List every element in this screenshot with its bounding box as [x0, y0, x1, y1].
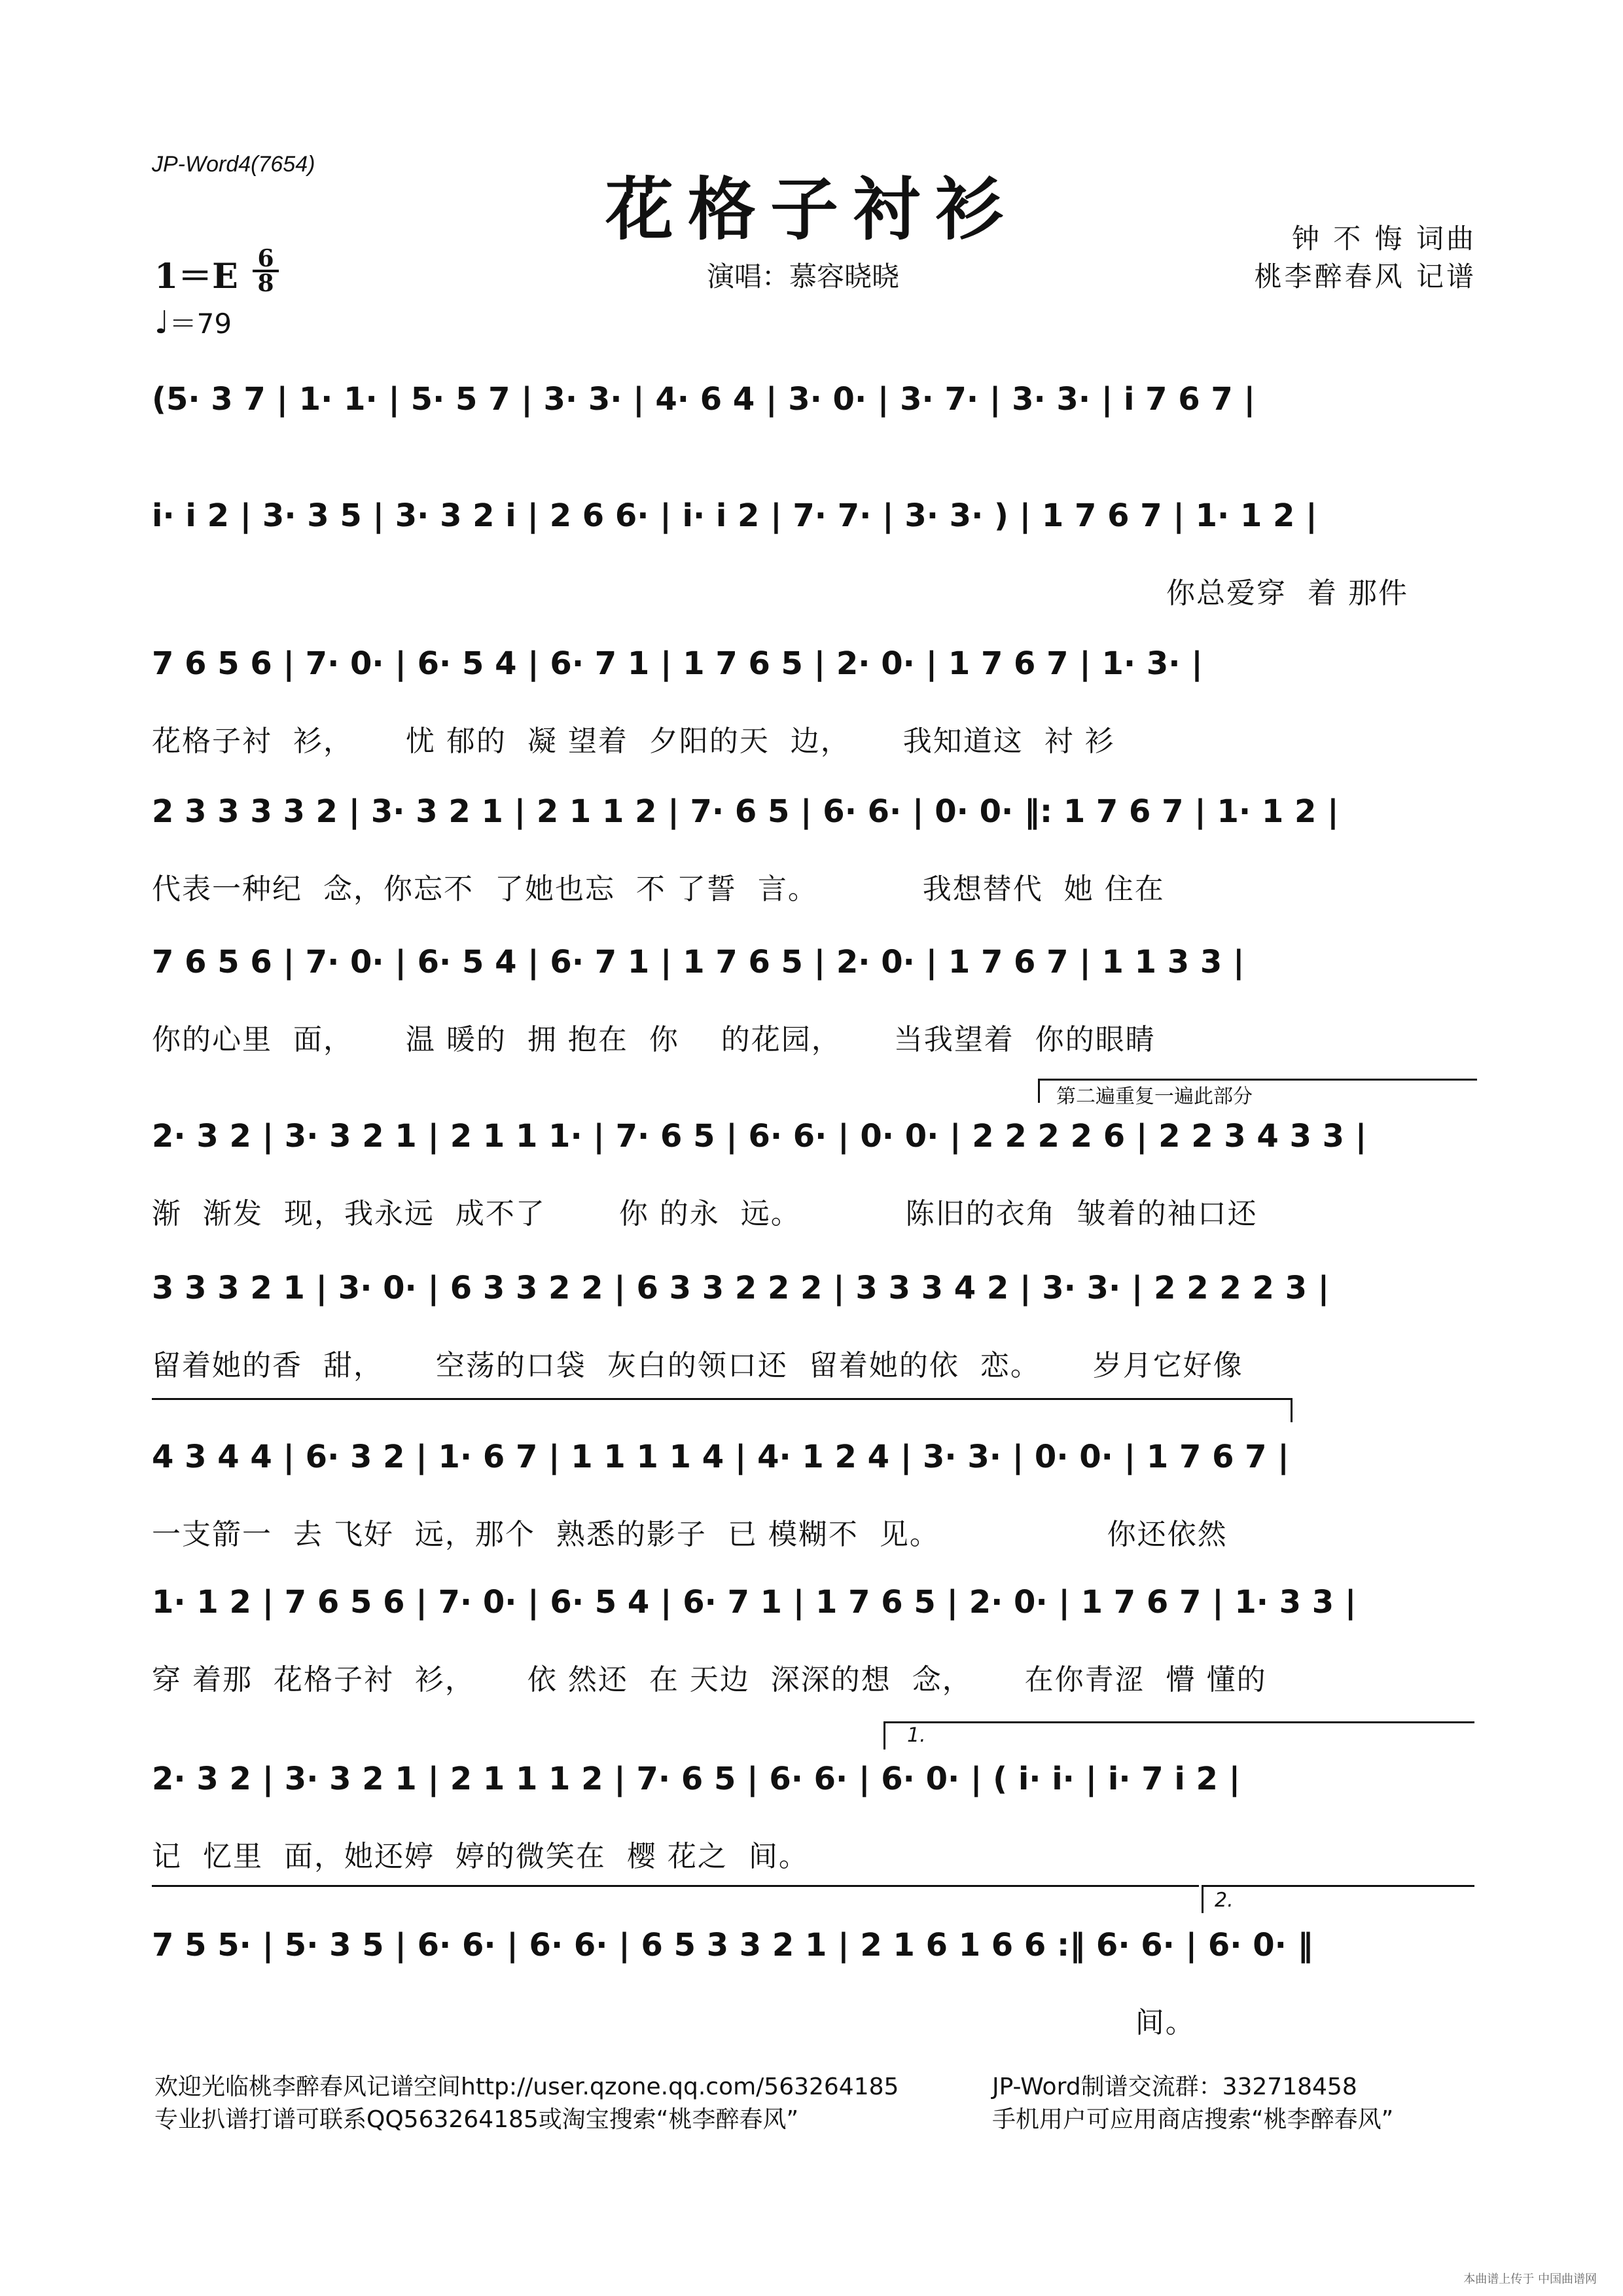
site-watermark: 本曲谱上传于 中国曲谱网 — [1463, 2272, 1597, 2286]
notation-line: 1· 1 2 | 7 6 5 6 | 7· 0· | 6· 5 4 | 6· 7 1 | 1 7 6 5 | 2· 0· | 1 7 6 7 | 1· 3 3 | — [152, 1584, 1357, 1621]
notation-line: 7 6 5 6 | 7· 0· | 6· 5 4 | 6· 7 1 | 1 7 6 5 | 2· 0· | 1 7 6 7 | 1· 3· | — [152, 645, 1203, 682]
staff-row — [152, 645, 1471, 758]
notation-line: 3 3 3 2 1 | 3· 0· | 6 3 3 2 2 | 6 3 3 2 2 2 | 3 3 3 4 2 | 3· 3· | 2 2 2 2 3 | — [152, 1270, 1330, 1306]
notation-line: 4 3 4 4 | 6· 3 2 | 1· 6 7 | 1 1 1 1 4 | 4· 1 2 4 | 3· 3· | 0· 0· | 1 7 6 7 | — [152, 1439, 1289, 1475]
notation-line: 7 6 5 6 | 7· 0· | 6· 5 4 | 6· 7 1 | 1 7 6 5 | 2· 0· | 1 7 6 7 | 1 1 3 3 | — [152, 944, 1245, 980]
lyric-line: 渐 渐发 现，我永远 成不了 你 的永 远。 陈旧的衣角 皱着的袖口还 — [152, 1197, 1258, 1230]
quarter-note-icon: ♩ — [154, 304, 169, 341]
notation-line: 7 5 5· | 5· 3 5 | 6· 6· | 6· 6· | 6 5 3 3 2 1 | 2 1 6 1 6 6 :‖ 6· 6· | 6· 0· ‖ — [152, 1927, 1313, 1964]
volta-1-bracket — [883, 1721, 1474, 1749]
repeat-section-bracket-end — [152, 1398, 1293, 1422]
software-label: JP-Word4(7654) — [152, 152, 315, 177]
lyric-line: 一支箭一 去 飞好 远，那个 熟悉的影子 已 模糊不 见。 你还依然 — [152, 1518, 1228, 1551]
volta-2-bracket — [1202, 1885, 1474, 1913]
lyric-line: 你总爱穿 着 那件 — [1166, 577, 1408, 610]
singer-credit: 演唱：慕容晓晓 — [707, 260, 900, 293]
transcriber-credit: 桃李醉春风 记谱 — [1254, 260, 1476, 293]
notation-line: (5· 3 7 | 1· 1· | 5· 5 7 | 3· 3· | 4· 6 4 | 3· 0· | 3· 7· | 3· 3· | i 7 6 7 | — [152, 381, 1256, 418]
staff-row — [152, 1927, 1471, 2039]
staff-row — [152, 793, 1471, 906]
time-numerator: 6 — [253, 247, 279, 272]
tempo-marking — [154, 302, 232, 342]
notation-line: i· i 2 | 3· 3 5 | 3· 3 2 i | 2 6 6· | i· i 2 | 7· 7· | 3· 3· ) | 1 7 6 7 | 1· 1 2 | — [152, 497, 1317, 534]
footer-contact: 专业扒谱打谱可联系QQ563264185或淘宝搜索“桃李醉春风” — [154, 2106, 799, 2133]
footer-website: 欢迎光临桃李醉春风记谱空间http://user.qzone.qq.com/563264185 — [154, 2073, 899, 2100]
footer-group: JP-Word制谱交流群：332718458 — [992, 2073, 1357, 2100]
lyric-line: 记 忆里 面，她还婷 婷的微笑在 樱 花之 间。 — [152, 1840, 809, 1873]
lyric-line: 穿 着那 花格子衬 衫， 依 然还 在 天边 深深的想 念， 在你青涩 懵 懂的 — [152, 1663, 1267, 1696]
staff-row — [152, 1270, 1471, 1382]
staff-row — [152, 944, 1471, 1056]
lyric-line: 花格子衬 衫， 忧 郁的 凝 望着 夕阳的天 边， 我知道这 衬 衫 — [152, 725, 1115, 758]
time-denominator: 8 — [257, 270, 274, 297]
staff-row — [152, 1439, 1471, 1551]
footer-app: 手机用户可应用商店搜索“桃李醉春风” — [992, 2106, 1394, 2133]
lyric-line: 你的心里 面， 温 暖的 拥 抱在 你 的花园， 当我望着 你的眼睛 — [152, 1023, 1156, 1056]
time-signature — [253, 247, 279, 295]
lyric-line: 间。 — [152, 2006, 1196, 2039]
key-signature: 1＝E — [154, 257, 238, 296]
staff-row — [152, 381, 1471, 466]
tempo-value: ＝79 — [169, 308, 232, 340]
volta-1-label: 1. — [907, 1724, 926, 1747]
lyricist-composer-credit: 钟 不 悔 词曲 — [1291, 223, 1476, 255]
staff-divider — [152, 1885, 1199, 1887]
staff-row — [152, 1584, 1471, 1696]
notation-line: 2· 3 2 | 3· 3 2 1 | 2 1 1 1· | 7· 6 5 | 6· 6· | 0· 0· | 2 2 2 2 6 | 2 2 3 4 3 3 | — [152, 1118, 1367, 1155]
second-repeat-note: 第二遍重复一遍此部分 — [1056, 1085, 1253, 1108]
staff-row — [152, 1118, 1471, 1230]
notation-line: 2· 3 2 | 3· 3 2 1 | 2 1 1 1 2 | 7· 6 5 | 6· 6· | 6· 0· | ( i· i· | i· 7 i 2 | — [152, 1761, 1241, 1797]
staff-row — [152, 1761, 1471, 1873]
lyric-line: 代表一种纪 念，你忘不 了她也忘 不 了誓 言。 我想替代 她 住在 — [152, 872, 1165, 906]
song-title: 花格子衬衫 — [605, 169, 1018, 249]
notation-line: 2 3 3 3 3 2 | 3· 3 2 1 | 2 1 1 2 | 7· 6 5 | 6· 6· | 0· 0· ‖: 1 7 6 7 | 1· 1 2 | — [152, 793, 1339, 830]
volta-2-label: 2. — [1215, 1889, 1234, 1912]
lyric-line: 留着她的香 甜， 空荡的口袋 灰白的领口还 留着她的依 恋。 岁月它好像 — [152, 1349, 1243, 1382]
staff-row — [152, 497, 1471, 610]
